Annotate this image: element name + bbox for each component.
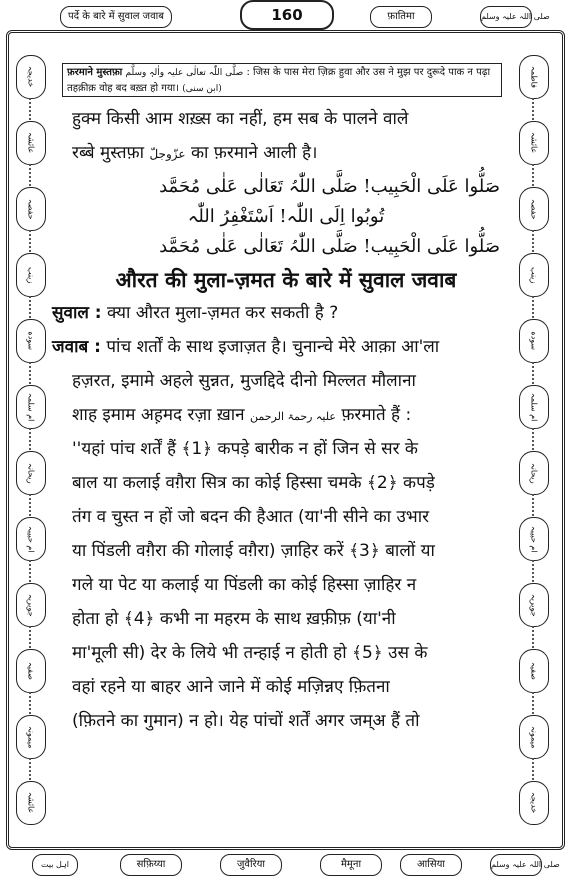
vine-ornament <box>532 98 548 120</box>
border-medallion: ریحانہ <box>519 451 549 495</box>
border-medallion: ام سلمہ <box>519 385 549 429</box>
border-medallion: زینب <box>16 253 46 297</box>
hadith-salutation: صلَّی اللّٰہ تعالٰی علیہ واٰلہٖ وسلَّم <box>125 68 244 78</box>
border-medallion: حفصہ <box>16 187 46 231</box>
border-medallion: ریحانہ <box>16 451 46 495</box>
body-line: गले या पेट या कलाई या पिंडली का कोई हिस्सा ज़ाहिर न <box>72 575 417 595</box>
vine-ornament <box>29 692 45 714</box>
border-medallion: عائشہ <box>16 121 46 165</box>
footer-item: आसिया <box>400 854 462 876</box>
answer-text: पांच शर्तों के साथ इजाज़त है। चुनान्चे मेरे आक़ा आ'ला <box>106 337 440 357</box>
border-medallion: سودہ <box>16 319 46 363</box>
page-footer <box>40 852 560 878</box>
border-medallion: میمونہ <box>16 715 46 759</box>
header-medallion-salutation: صلی اللہ علیہ وسلم <box>480 6 532 28</box>
arabic-honorific: عزّوجلّ <box>149 147 186 161</box>
body-line <box>72 400 500 434</box>
page-header <box>40 0 550 28</box>
border-medallion: جویریہ <box>519 583 549 627</box>
border-medallion: ام حبیبہ <box>16 517 46 561</box>
vine-ornament <box>29 758 45 780</box>
border-medallion: صفیہ <box>519 649 549 693</box>
footer-corner-right: صلی اللہ علیہ وسلم <box>490 854 542 876</box>
text-fragment: फ़रमाते हैं : <box>341 405 412 425</box>
hadith-text: : जिस के पास मेरा ज़िक्र हुवा और उस ने मुझ पर दुरूदे पाक न पढ़ा <box>246 67 491 78</box>
vine-ornament <box>532 494 548 516</box>
border-medallion: عائشہ <box>16 781 46 825</box>
border-medallion: زینب <box>519 253 549 297</box>
vine-ornament <box>532 362 548 384</box>
answer-label: जवाब : <box>52 337 101 357</box>
vine-ornament <box>532 164 548 186</box>
body-line: तंग व चुस्त न हों जो बदन की हैआत (या'नी सीने का उभार <box>72 507 430 527</box>
border-medallion: عائشہ <box>519 121 549 165</box>
footer-corner-left: اہل بیت <box>32 854 78 876</box>
page-content <box>52 104 500 740</box>
body-line: होता हो ﴾4﴿ कभी ना महरम के साथ ख़फ़ीफ़ (या'नी <box>72 609 396 629</box>
border-medallion: صفیہ <box>16 649 46 693</box>
vine-ornament <box>29 296 45 318</box>
border-medallion: خدیجہ <box>519 781 549 825</box>
vine-ornament <box>532 296 548 318</box>
question-text: क्या औरत मुला-ज़मत कर सकती है ? <box>107 303 339 323</box>
border-medallion: سودہ <box>519 319 549 363</box>
vine-ornament <box>532 560 548 582</box>
vine-ornament <box>29 164 45 186</box>
book-title: पर्दे के बारे में सुवाल जवाब <box>60 6 172 28</box>
footer-item: सफ़िय्या <box>120 854 182 876</box>
vine-ornament <box>532 692 548 714</box>
body-line: हज़रत, इमामे अहले सुन्नत, मुजद्दिदे दीनो मिल्लत मौलाना <box>72 371 416 391</box>
vine-ornament <box>532 758 548 780</box>
text-fragment: रब्बे मुस्तफ़ा <box>72 143 145 163</box>
answer-line <box>52 332 500 366</box>
question-label: सुवाल : <box>52 303 102 323</box>
section-heading: औरत की मुला-ज़मत के बारे में सुवाल जवाब <box>115 268 457 292</box>
hadith-source: (ابن سنی) <box>182 84 222 94</box>
body-line: बाल या कलाई वग़ैरा सित्र का कोई हिस्सा चमके ﴾2﴿ कपड़े <box>72 473 435 493</box>
body-line: मा'मूली सी) देर के लिये भी तन्हाई न होती हो ﴾5﴿ उस के <box>72 643 428 663</box>
vine-ornament <box>29 494 45 516</box>
vine-ornament <box>29 98 45 120</box>
footer-item: मैमूना <box>320 854 382 876</box>
border-medallion: فاطمہ <box>519 55 549 99</box>
question-line <box>52 298 500 332</box>
body-line <box>72 138 500 172</box>
body-line: वहां रहने या बाहर आने जाने में कोई मज़िन्नए फ़ितना <box>72 677 390 697</box>
vine-ornament <box>29 626 45 648</box>
vine-ornament <box>532 230 548 252</box>
text-fragment: शाह इमाम अह़मद रज़ा ख़ान <box>72 405 245 425</box>
durood-line: صَلُّوا عَلَی الْحَبِیب! صَلَّی اللّٰہُ تَعَالٰی عَلٰی مُحَمَّد <box>159 236 500 257</box>
border-medallion: ام سلمہ <box>16 385 46 429</box>
border-medallion: خدیجہ <box>16 55 46 99</box>
vine-ornament <box>532 626 548 648</box>
border-medallion: ام حبیبہ <box>519 517 549 561</box>
arabic-honorific: علیہ رحمۃ الرحمن <box>250 410 336 423</box>
vine-ornament <box>29 428 45 450</box>
body-line: हुक्म किसी आम शख़्स का नहीं, हम सब के पालने वाले <box>72 109 409 129</box>
page-number: 160 <box>240 0 334 30</box>
border-medallion: جویریہ <box>16 583 46 627</box>
vine-ornament <box>29 230 45 252</box>
border-medallion: حفصہ <box>519 187 549 231</box>
body-line: (फ़ितने का गुमान) न हो। येह पांचों शर्तें अगर जम्अ हैं तो <box>72 711 420 731</box>
vine-ornament <box>29 560 45 582</box>
footer-item: जुवैरिया <box>220 854 282 876</box>
hadith-line2: तहक़ीक़ वोह बद बख़्त हो गया। <box>67 83 180 94</box>
tauba-line: تُوبُوا اِلَی اللّٰہ! اَسْتَغْفِرُ اللّٰہ <box>187 206 385 227</box>
hadith-label: फ़रमाने मुस्तफ़ा <box>67 67 123 78</box>
body-line: या पिंडली वग़ैरा की गोलाई वग़ैरा) ज़ाहिर करें ﴾3﴿ बालों या <box>72 541 435 561</box>
hadith-box <box>62 63 502 97</box>
vine-ornament <box>532 428 548 450</box>
text-fragment: का फ़रमाने आली है। <box>190 143 318 163</box>
durood-line: صَلُّوا عَلَی الْحَبِیب! صَلَّی اللّٰہُ تَعَالٰی عَلٰی مُحَمَّد <box>159 176 500 197</box>
vine-ornament <box>29 362 45 384</box>
body-line: ''यहां पांच शर्तें हैं ﴾1﴿ कपड़े बारीक न हों जिन से सर के <box>72 439 418 459</box>
header-medallion-fatima: फ़ातिमा <box>370 6 432 28</box>
border-medallion: میمونہ <box>519 715 549 759</box>
